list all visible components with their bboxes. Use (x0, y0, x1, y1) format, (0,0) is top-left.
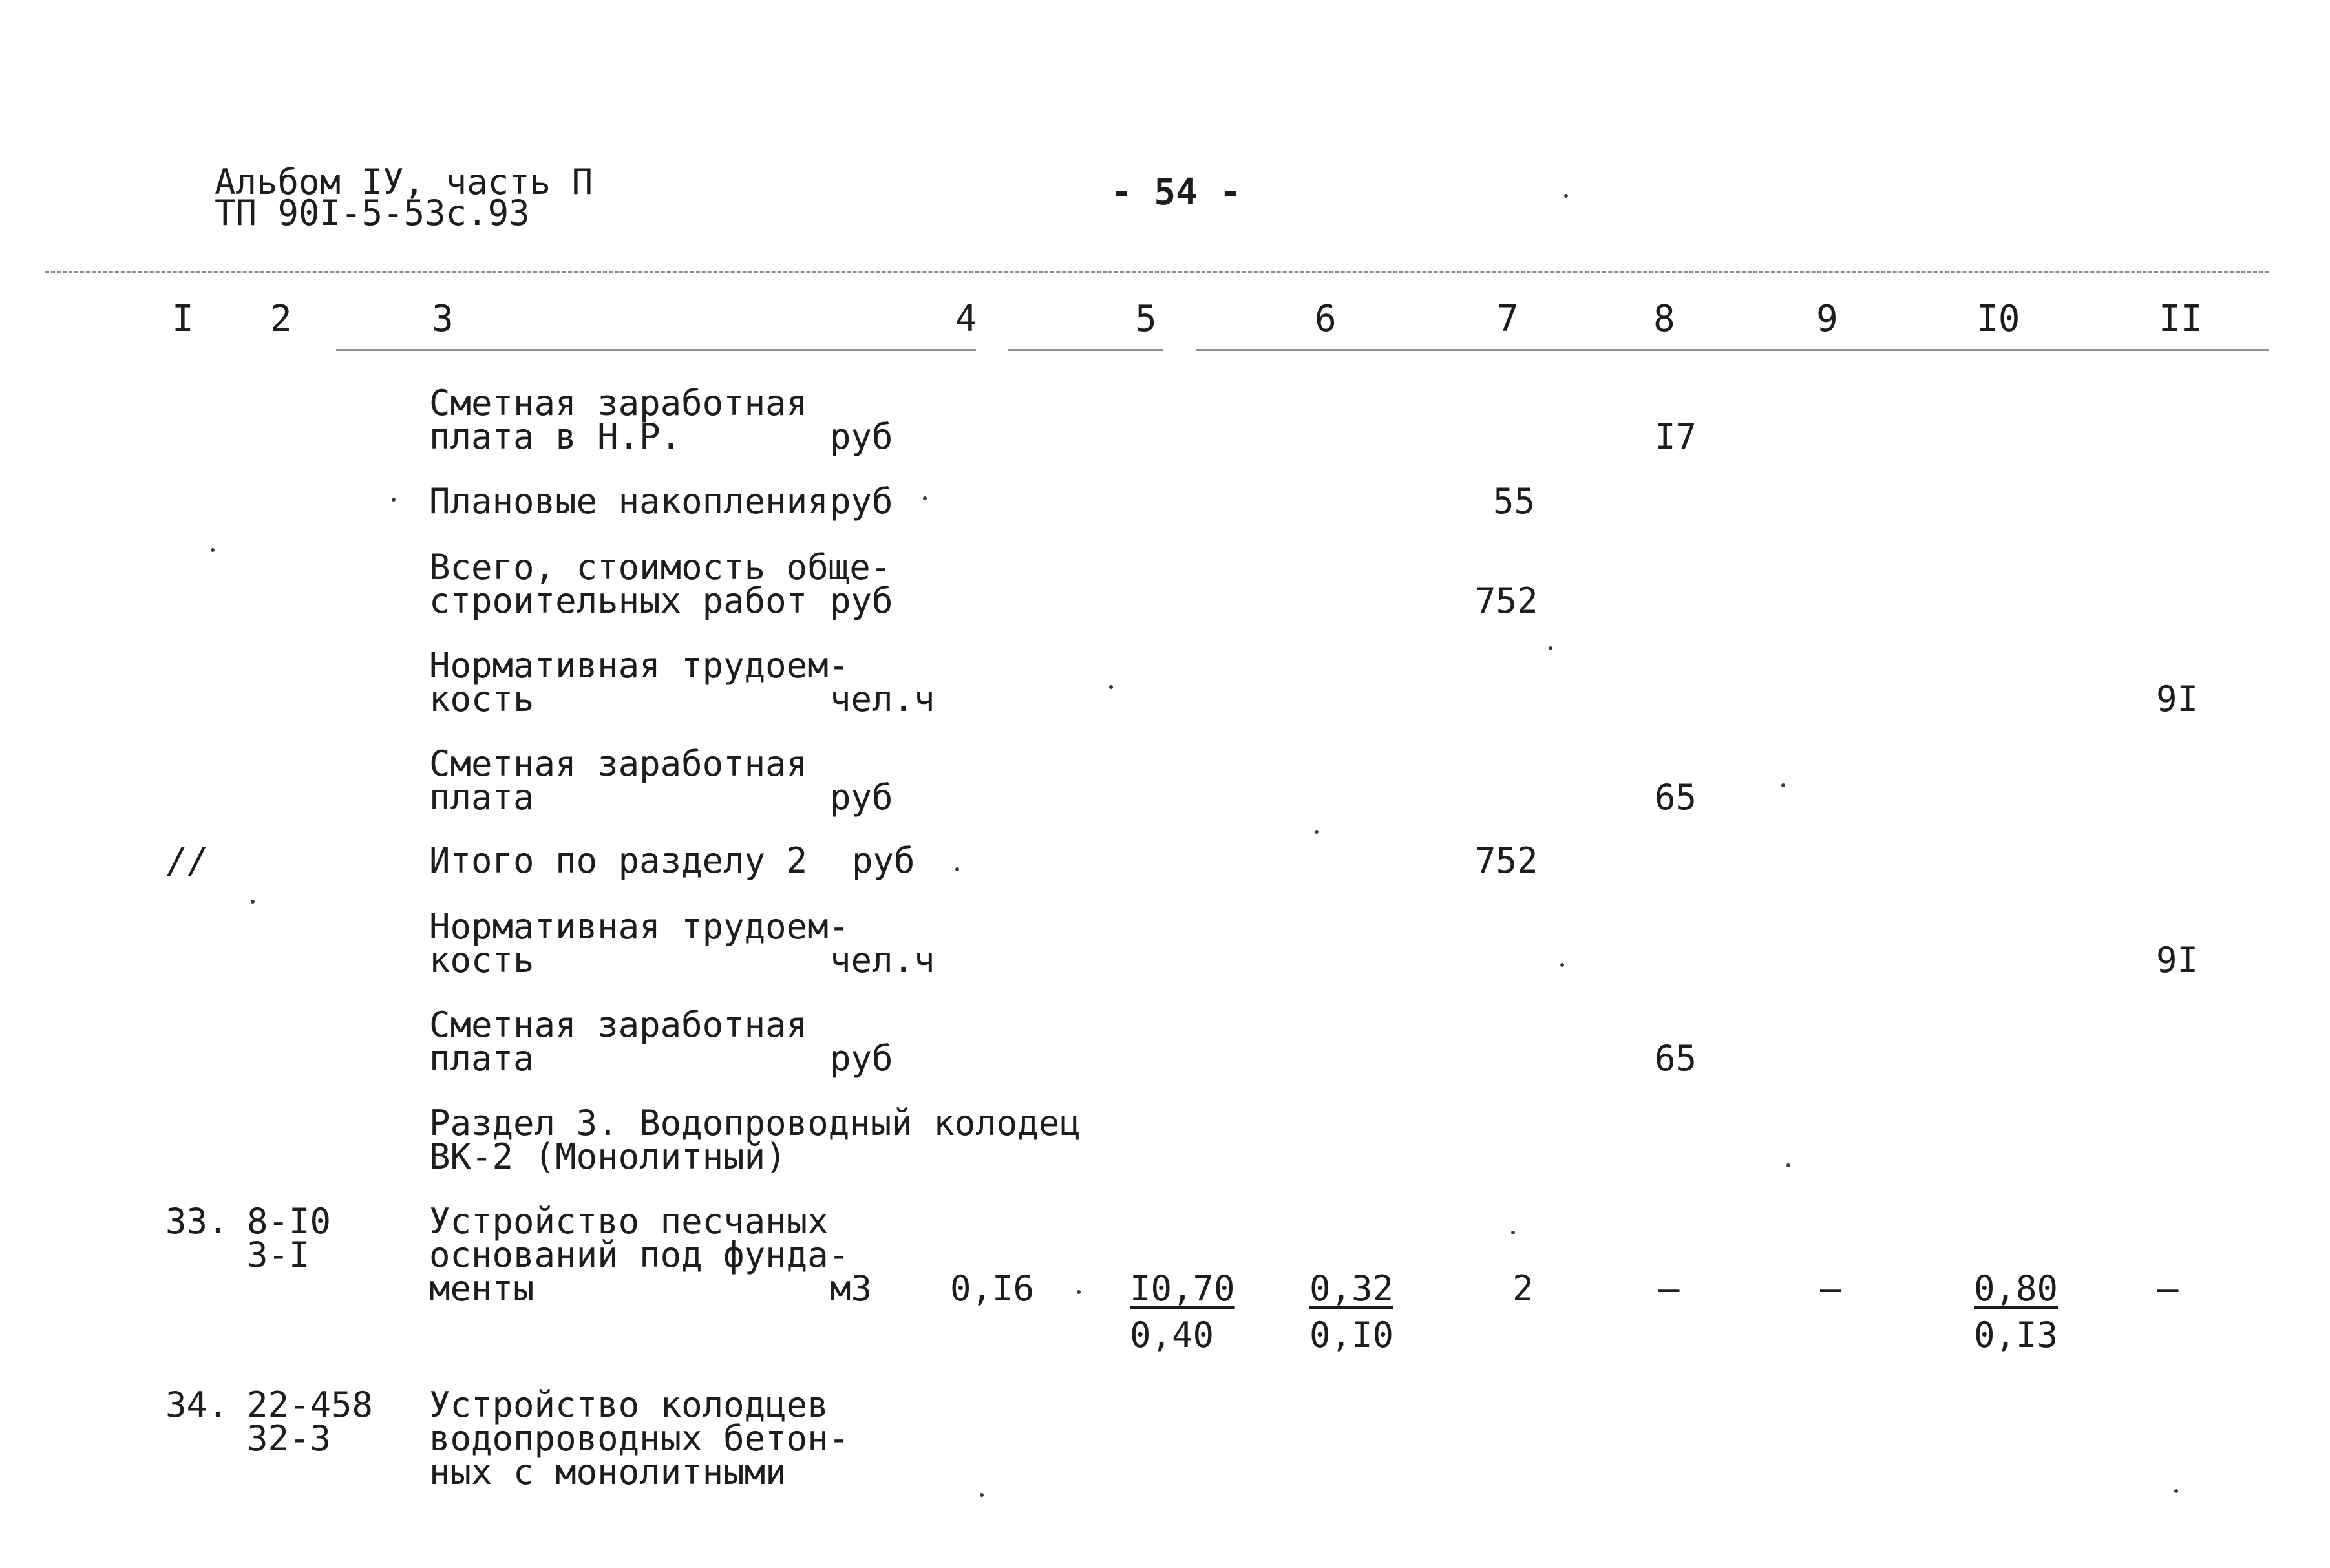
row-value-col8: 65 (1655, 1038, 1697, 1079)
column-header-10: I0 (1976, 298, 2020, 340)
scan-speck (1560, 963, 1564, 967)
row-name-line: Устройство песчаных (429, 1201, 829, 1242)
album-label: Альбом IУ, часть П (215, 162, 593, 202)
rate-code: 8-I0 (247, 1201, 332, 1242)
row-name-line: Нормативная трудоем- (429, 645, 850, 686)
row-name-line: кость (429, 679, 535, 719)
scan-speck (1077, 1290, 1081, 1294)
column-header-9: 9 (1816, 298, 1838, 340)
scan-speck (1109, 685, 1113, 689)
row-name-line: Нормативная трудоем- (429, 906, 850, 947)
column-header-rule-a (336, 349, 976, 351)
row-name-line: ных с монолитными (429, 1452, 787, 1492)
column-header-3: 3 (432, 298, 454, 340)
fraction-top: 0,32 (1309, 1268, 1394, 1309)
section-heading: Раздел 3. Водопроводный колодец (429, 1103, 1081, 1143)
row-name-line: Всего, стоимость обще- (429, 547, 892, 588)
scan-speck (1315, 830, 1319, 834)
row-value-col10 (1974, 1268, 2097, 1355)
fraction-bottom: 0,I0 (1309, 1315, 1394, 1355)
row-unit: чел.ч (830, 679, 935, 719)
row-value-col7: 55 (1493, 481, 1536, 522)
scan-speck (1781, 783, 1785, 787)
row-name-line: Сметная заработная (429, 1004, 808, 1045)
row-value-col6 (1309, 1268, 1432, 1355)
column-header-1: I (172, 298, 194, 340)
row-value-col11: 9I (2156, 679, 2199, 719)
fraction-bottom: 0,I3 (1974, 1315, 2059, 1355)
row-value-col9: – (1820, 1268, 1841, 1309)
row-name-line: Итого по разделу 2 (429, 840, 808, 881)
handwritten-mark: // (167, 840, 209, 881)
row-value-col7: 2 (1512, 1268, 1534, 1309)
project-code: ТП 90I-5-53с.93 (215, 193, 530, 233)
row-name-line: строительных работ (429, 580, 808, 621)
scan-speck (1549, 646, 1552, 650)
column-header-rule-c (1196, 349, 2269, 351)
column-header-6: 6 (1315, 298, 1337, 340)
column-header-4: 4 (955, 298, 977, 340)
header-top-rule (45, 271, 2269, 273)
scan-speck (923, 496, 927, 500)
scan-speck (392, 498, 396, 502)
column-header-8: 8 (1653, 298, 1675, 340)
row-name-line: Устройство колодцев (429, 1384, 829, 1425)
row-unit: руб (830, 481, 893, 522)
rate-code: 3-I (247, 1234, 310, 1275)
row-name-line: Плановые накопления (429, 481, 829, 522)
scan-speck (2174, 1489, 2178, 1493)
row-unit: руб (830, 1038, 893, 1079)
fraction-top: 0,80 (1974, 1268, 2059, 1309)
rate-code: 22-458 (247, 1384, 374, 1425)
scan-speck (251, 900, 255, 904)
row-value-col8: I7 (1655, 416, 1697, 457)
row-value-col11: – (2157, 1268, 2179, 1309)
row-value-col4: 0,I6 (950, 1268, 1035, 1309)
row-unit: руб (830, 580, 893, 621)
row-value-col11: 9I (2156, 940, 2199, 980)
row-name-line: плата (429, 1038, 535, 1079)
row-number: 34. (165, 1384, 229, 1425)
scan-speck (211, 548, 215, 552)
scan-speck (1786, 1163, 1790, 1167)
row-unit: м3 (830, 1268, 873, 1309)
row-name-line: Сметная заработная (429, 383, 808, 423)
row-name-line: водопроводных бетон- (429, 1418, 850, 1459)
column-header-rule-b (1008, 349, 1163, 351)
row-unit: руб (852, 840, 915, 881)
row-value-col8: – (1658, 1268, 1680, 1309)
row-name-line: оснований под фунда- (429, 1234, 850, 1275)
row-name-line: плата в Н.Р. (429, 416, 682, 457)
row-name-line: Сметная заработная (429, 743, 808, 784)
scan-speck (1511, 1231, 1515, 1234)
rate-code: 32-3 (247, 1418, 332, 1459)
row-name-line: менты (429, 1268, 535, 1309)
fraction-bottom: 0,40 (1130, 1315, 1214, 1355)
scan-speck (1564, 194, 1568, 198)
row-unit: чел.ч (830, 940, 935, 980)
row-value-col8: 65 (1655, 777, 1697, 818)
row-name-line: кость (429, 940, 535, 980)
page-number: - 54 - (1110, 171, 1242, 213)
row-value-col7: 752 (1475, 840, 1538, 881)
row-value-col7: 752 (1475, 580, 1538, 621)
row-name-line: плата (429, 777, 535, 818)
scan-speck (955, 867, 959, 871)
section-heading-line2: ВК-2 (Монолитный) (429, 1136, 787, 1177)
fraction-top: I0,70 (1130, 1268, 1235, 1309)
column-header-7: 7 (1497, 298, 1519, 340)
column-header-5: 5 (1135, 298, 1157, 340)
row-unit: руб (830, 777, 893, 818)
row-number: 33. (165, 1201, 229, 1242)
row-value-col5 (1130, 1268, 1253, 1355)
row-unit: руб (830, 416, 893, 457)
column-header-2: 2 (270, 298, 292, 340)
scan-speck (980, 1493, 984, 1497)
column-header-11: II (2159, 298, 2203, 340)
